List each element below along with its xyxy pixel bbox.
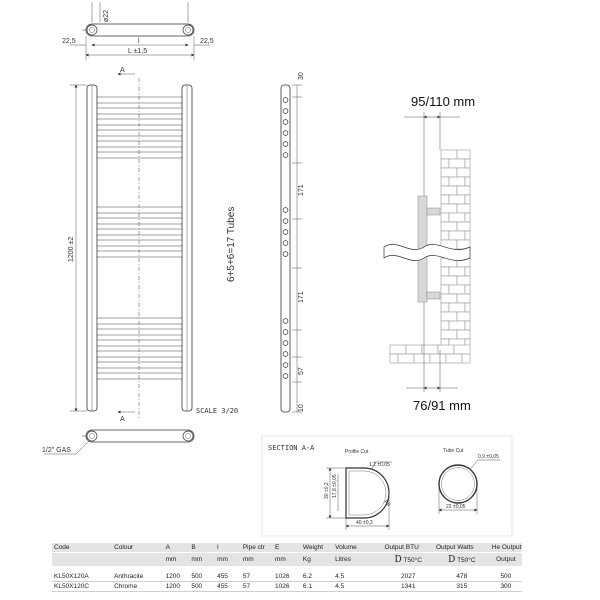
brick xyxy=(390,354,398,363)
inner-width-label: l xyxy=(138,38,140,45)
table-units-row xyxy=(52,553,522,567)
brick xyxy=(390,345,406,354)
bottom-rail-outline xyxy=(86,430,194,442)
col-b: B xyxy=(189,543,215,553)
overall-width-label: L ±1,5 xyxy=(128,48,148,55)
unit-volume: Litres xyxy=(333,553,382,567)
unit-weight: Kg xyxy=(301,553,333,567)
col-a: A xyxy=(164,543,190,553)
col-output-btu: Output BTU xyxy=(382,543,434,553)
col-pipe-ctr: Pipe ctr xyxy=(241,543,273,553)
unit-he-output: Output xyxy=(490,553,522,567)
brick xyxy=(441,294,457,303)
col-code: Code xyxy=(52,543,112,553)
brick xyxy=(449,159,465,168)
unit-e: mm xyxy=(273,553,301,567)
row2-output-watts: 315 xyxy=(434,582,490,592)
tube-end xyxy=(283,219,288,224)
tube-end xyxy=(283,120,288,125)
brick xyxy=(438,345,454,354)
row2-volume: 4.5 xyxy=(333,582,382,592)
tube xyxy=(97,119,182,125)
col-l: l xyxy=(215,543,241,553)
tube-end xyxy=(283,341,288,346)
row1-a: 1200 xyxy=(164,572,190,582)
brick xyxy=(449,177,465,186)
tube-end xyxy=(283,241,288,246)
col-colour: Colour xyxy=(112,543,164,553)
tube-dia-label: 22 ±0,05 xyxy=(446,504,466,510)
brick xyxy=(462,354,470,363)
unit-output-btu xyxy=(382,553,434,567)
brick xyxy=(441,204,457,213)
wall-view xyxy=(384,94,475,413)
row1-l: 455 xyxy=(215,572,241,582)
brick xyxy=(465,267,470,276)
row2-output-btu: 1341 xyxy=(382,582,434,592)
brick xyxy=(465,177,470,186)
brick xyxy=(449,303,465,312)
section-a-a xyxy=(262,436,512,536)
bottom-view xyxy=(42,430,195,454)
brick xyxy=(465,195,470,204)
left-offset-label: 22,5 xyxy=(62,38,76,45)
section-title: SECTION A-A xyxy=(268,444,315,452)
front-view xyxy=(68,67,238,423)
table-row xyxy=(52,572,522,582)
brick xyxy=(449,267,465,276)
brick xyxy=(422,345,438,354)
front-tubes xyxy=(97,97,182,379)
tube-end xyxy=(283,319,288,324)
profile-inner-label: 17,8 ±0,05 xyxy=(332,474,338,498)
brick xyxy=(449,321,465,330)
unit-output-watts-temp: T50°C xyxy=(457,556,476,564)
brick xyxy=(441,177,449,186)
tube xyxy=(97,318,182,324)
tube xyxy=(97,108,182,114)
side-dim-lower-gap: 171 xyxy=(298,291,305,303)
wall-distance-top: 95/110 mm xyxy=(411,94,476,109)
row2-e: 1026 xyxy=(273,582,301,592)
tube-thickness-label: 0,9 ±0,05 xyxy=(478,454,499,460)
height-label: 1200 ±2 xyxy=(68,236,75,262)
profile-width-label: 40 ±0,3 xyxy=(356,520,373,526)
row1-volume: 4.5 xyxy=(333,572,382,582)
unit-b: mm xyxy=(189,553,215,567)
row1-b: 500 xyxy=(189,572,215,582)
brick xyxy=(465,231,470,240)
tube xyxy=(97,251,182,257)
tube-end xyxy=(283,98,288,103)
tube xyxy=(97,218,182,224)
side-dim-pipe-centre: 57 xyxy=(298,367,305,375)
tube-end xyxy=(283,252,288,257)
tube-cut-title: Tube Cut xyxy=(443,448,464,454)
brick xyxy=(454,345,470,354)
brick xyxy=(441,330,457,339)
pipe-diameter-label: ø22 xyxy=(103,9,110,22)
brick xyxy=(441,159,449,168)
brick xyxy=(457,222,470,231)
delta-symbol: D xyxy=(448,554,456,565)
brick xyxy=(441,231,449,240)
row1-e: 1026 xyxy=(273,572,301,582)
brick xyxy=(449,213,465,222)
side-dim-upper-gap: 171 xyxy=(298,184,305,196)
tube xyxy=(97,351,182,357)
brick xyxy=(457,294,470,303)
tube-end xyxy=(283,363,288,368)
tube-end xyxy=(283,131,288,136)
brick xyxy=(465,213,470,222)
tube xyxy=(97,229,182,235)
row2-colour: Chrome xyxy=(112,582,164,592)
brick xyxy=(449,231,465,240)
col-volume: Volume xyxy=(333,543,382,553)
top-view xyxy=(62,2,214,60)
tube xyxy=(97,362,182,368)
brick xyxy=(414,354,430,363)
brick xyxy=(441,312,457,321)
tube xyxy=(97,130,182,136)
brick xyxy=(398,354,414,363)
brick xyxy=(465,303,470,312)
brick xyxy=(457,276,470,285)
profile-thickness-label: 1,2 ±0,05 xyxy=(369,462,390,468)
row1-weight: 6.2 xyxy=(301,572,333,582)
tube xyxy=(97,141,182,147)
brick xyxy=(441,195,449,204)
side-dim-bottom: 10 xyxy=(298,404,305,412)
wall-distance-bottom: 76/91 mm xyxy=(413,398,471,413)
tube xyxy=(97,152,182,158)
brick xyxy=(457,204,470,213)
brick xyxy=(406,345,422,354)
bottom-bracket xyxy=(427,292,440,299)
brick xyxy=(457,186,470,195)
top-bracket xyxy=(427,208,440,215)
unit-l: mm xyxy=(215,553,241,567)
brick xyxy=(430,354,446,363)
brick xyxy=(465,159,470,168)
unit-output-watts xyxy=(434,553,490,567)
row1-pipe-ctr: 57 xyxy=(241,572,273,582)
scale-label: SCALE 3/20 xyxy=(196,407,239,415)
section-mark-bottom: A xyxy=(120,416,125,423)
side-view xyxy=(281,72,305,412)
brick xyxy=(441,267,449,276)
tube-cut-shape xyxy=(439,465,477,503)
brick xyxy=(441,150,457,159)
tube-end xyxy=(283,330,288,335)
brick xyxy=(441,168,457,177)
brick xyxy=(441,213,449,222)
col-output-watts: Output Watts xyxy=(434,543,490,553)
right-offset-label: 22,5 xyxy=(200,38,214,45)
brick xyxy=(465,285,470,294)
brick xyxy=(441,303,449,312)
tube-end xyxy=(283,153,288,158)
brick xyxy=(457,330,470,339)
profile-cut-shape xyxy=(346,468,389,518)
tube xyxy=(97,207,182,213)
row2-a: 1200 xyxy=(164,582,190,592)
tube xyxy=(97,340,182,346)
tube xyxy=(97,240,182,246)
row1-output-btu: 2027 xyxy=(382,572,434,582)
tube xyxy=(97,329,182,335)
unit-a: mm xyxy=(164,553,190,567)
gas-connection-label: 1/2" GAS xyxy=(42,447,71,454)
tube xyxy=(97,97,182,103)
brick xyxy=(441,285,449,294)
tube-end xyxy=(283,352,288,357)
row2-pipe-ctr: 57 xyxy=(241,582,273,592)
brick xyxy=(457,150,470,159)
tube xyxy=(97,373,182,379)
brick xyxy=(441,276,457,285)
tube-end xyxy=(283,109,288,114)
tube-end xyxy=(283,208,288,213)
brick xyxy=(457,312,470,321)
tube-end xyxy=(283,374,288,379)
side-dim-top: 30 xyxy=(298,72,305,80)
col-he-output: He Output xyxy=(491,544,522,551)
brick xyxy=(449,195,465,204)
row2-l: 455 xyxy=(215,582,241,592)
col-weight: Weight xyxy=(301,543,333,553)
spec-table xyxy=(52,543,522,592)
table-header-row xyxy=(52,543,522,553)
brick xyxy=(446,354,462,363)
tubes-count-label: 6+5+6=17 Tubes xyxy=(226,206,237,282)
table-row xyxy=(52,582,522,592)
unit-pipe-ctr: mm xyxy=(241,553,273,567)
tube-end xyxy=(283,230,288,235)
delta-symbol: D xyxy=(394,554,402,565)
row2-code: KL50X120C xyxy=(52,582,112,592)
profile-cut-title: Profile Cut xyxy=(345,449,369,455)
section-mark-top: A xyxy=(120,67,125,74)
col-e: E xyxy=(273,543,301,553)
brick xyxy=(441,222,457,231)
profile-height-label: 30 ±0,2 xyxy=(324,482,330,499)
brick xyxy=(465,321,470,330)
brick xyxy=(449,285,465,294)
row1-colour: Anthracite xyxy=(112,572,164,582)
row1-he-output: 500 xyxy=(490,572,522,582)
brick xyxy=(441,321,449,330)
brick xyxy=(457,168,470,177)
tube-end xyxy=(283,142,288,147)
unit-output-btu-temp: T50°C xyxy=(403,556,422,564)
row2-he-output: 300 xyxy=(490,582,522,592)
top-rail-outline xyxy=(86,24,194,36)
row2-b: 500 xyxy=(189,582,215,592)
brick xyxy=(441,186,457,195)
row2-weight: 6.1 xyxy=(301,582,333,592)
profile-radius-label: R8 xyxy=(382,499,392,508)
row1-code: KL50X120A xyxy=(52,572,112,582)
row1-output-watts: 478 xyxy=(434,572,490,582)
